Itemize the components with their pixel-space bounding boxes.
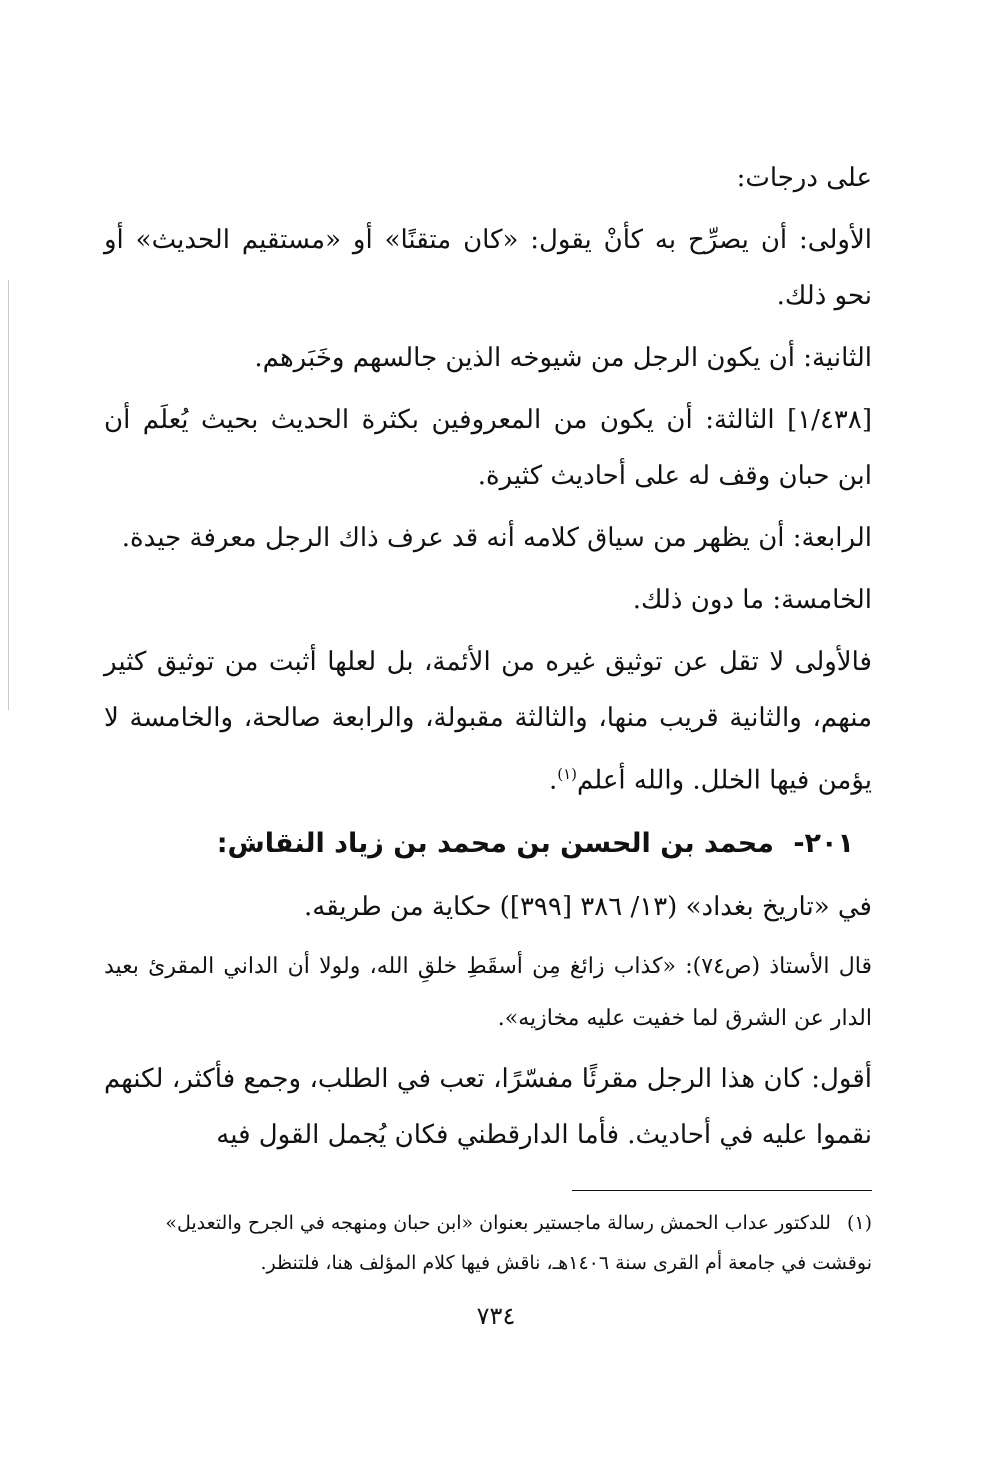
conclusion-text: فالأولى لا تقل عن توثيق غيره من الأئمة، بل لعلها أثبت من توثيق كثير منهم، والثانية قريب منها، والثالثة مقبولة، والرابعة صالحة، والخامسة لا يؤمن فيها الخلل. والله أعلم: [104, 647, 872, 796]
page-number: ٧٣٤: [476, 1302, 516, 1330]
main-text: [104, 150, 872, 1169]
conclusion-end: .: [548, 765, 558, 796]
footnote-reference: (١): [557, 765, 577, 783]
paragraph-fourth-degree: الرابعة: أن يظهر من سياق كلامه أنه قد عرف ذاك الرجل معرفة جيدة.: [121, 523, 872, 553]
paragraph-quotation: قال الأستاذ (ص٧٤): «كذاب زائغ مِن أسقَطِ خلقِ الله، ولولا أن الداني المقرئ بعيد الدار عن الشرق لما خفيت عليه مخازيه».: [104, 953, 872, 1031]
paragraph-source: في «تاريخ بغداد» (١٣/ ٣٨٦ [٣٩٩]) حكاية من طريقه.: [304, 891, 872, 922]
entry-heading: [104, 815, 872, 873]
footnotes: [104, 1203, 872, 1283]
paragraph-third-degree: [١/٤٣٨] الثالثة: أن يكون من المعروفين بكثرة الحديث بحيث يُعلَم أن ابن حبان وقف له على أحاديث كثيرة.: [104, 405, 872, 491]
footnote-mark: (١): [846, 1212, 872, 1234]
paragraph-intro: على درجات:: [736, 163, 872, 193]
paragraph-conclusion: [104, 634, 872, 809]
footnote-text: للدكتور عداب الحمش رسالة ماجستير بعنوان «ابن حبان ومنهجه في الجرح والتعديل» نوقشت في جامعة أم القرى سنة ١٤٠٦هـ، ناقش فيها كلام المؤلف هنا، فلتنظر.: [165, 1212, 872, 1274]
paragraph-response: أقول: كان هذا الرجل مقرئًا مفسّرًا، تعب في الطلب، وجمع فأكثر، لكنهم نقموا عليه في أحاديث. فأما الدارقطني فكان يُجمل القول فيه: [104, 1063, 872, 1150]
scan-edge-line: [8, 280, 9, 710]
paragraph-second-degree: الثانية: أن يكون الرجل من شيوخه الذين جالسهم وخَبَرهم.: [254, 343, 872, 373]
paragraph-first-degree: الأولى: أن يصرِّح به كأنْ يقول: «كان متقنًا» أو «مستقيم الحديث» أو نحو ذلك.: [104, 225, 872, 311]
entry-number: ٢٠١-: [793, 827, 854, 859]
footnote-separator: [572, 1190, 872, 1191]
paragraph-fifth-degree: الخامسة: ما دون ذلك.: [632, 585, 872, 615]
entry-title: محمد بن الحسن بن محمد بن زياد النقاش:: [216, 827, 774, 859]
